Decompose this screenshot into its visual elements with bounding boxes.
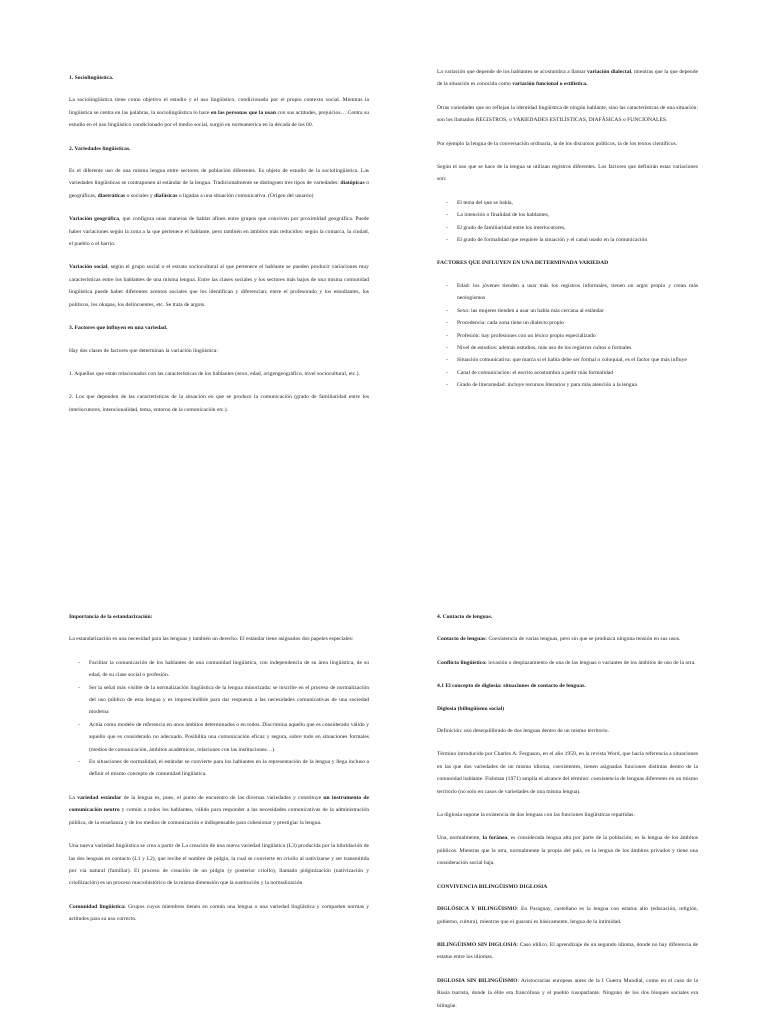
list-item: - El grado de familiaridad entre los interlocutores, <box>437 222 698 234</box>
paragraph: Conflicto lingüístico: invasión o desplazamiento de una de las lenguas o variantes de los ámbitos de uso de la otra. <box>437 659 696 666</box>
section-heading: CONVIVENCIA BILINGÜISMO DIGLOSIA <box>437 883 548 890</box>
section-heading: 4. Contacto de lenguas. <box>437 614 493 620</box>
paragraph: 2. Los que dependen de las características de la situación en que se produce la comunicación (grado de familiaridad entre los interlocutores, intencionalidad, tema, entorno de la comunicación etc.). <box>69 394 369 413</box>
paragraph: 1. Aquellos que están relacionados con las características de los hablantes (sexo, edad, origengeográfico, nivel sociocultural, etc.). <box>69 370 360 377</box>
section-heading: Importancia de la estandarización: <box>69 614 153 620</box>
list-item: - Edad: los jóvenes tienden a usar más los registros informales, tienen un argot propio y crean más neologismos <box>437 280 698 305</box>
page2-column <box>437 66 698 403</box>
page3-column <box>69 611 369 937</box>
standard-roles-list <box>69 657 369 781</box>
page4-column <box>437 611 698 1023</box>
list-item: - Nivel de estudios: además estudios, más uso de los registros cultos o formales <box>437 342 698 354</box>
paragraph: La variedad estándar de la lengua es, pues, el punto de encuentro de las diversas variedades y constituye un instrumento de comunicación neutro y común a todos los hablantes, válido para responder a las necesidades comunicativas de la administración pública, de la enseñanza y de los medios de comunicación e indispensable para cohesionar y prestigiar la lengua. <box>69 794 370 826</box>
list-item: - Profesión: hay profesiones con un léxico propio especializado <box>437 330 698 342</box>
section-heading: 4.1 El concepto de diglosia: situaciones de contacto de lenguas. <box>437 683 586 690</box>
paragraph: Una, normalmente, la foránea, es considerada lengua alta por parte de la población; es la lengua de los ámbitos públicos. Mientras que la otra, normalmente la propia del país, es la lengua de los ámbitos privados y tiene una consideración social baja. <box>437 835 698 867</box>
list-item: - Facilitar la comunicación de los hablantes de una comunidad lingüística, con independencia de su área lingüística, de su edad, de su clase social o profesión. <box>69 657 369 682</box>
paragraph: La diglosia supone la existencia de dos lenguas con las funciones lingüísticas repartidas. <box>437 812 635 819</box>
paragraph: Término introducido por Charles A. Ferguson, en el año 1959, en la revista Word, que hacía referencia a situaciones en las que dos variedades de un mismo idioma, coexistentes, tienen asignadas funciones distintas dentro de la comunidad hablante. Fishman (1971) amplía el alcance del término: coexistencia de lenguas diferentes en un mismo territorio (no solo en casos de variedades de una misma lengua). <box>437 751 698 795</box>
page1-column <box>69 72 369 427</box>
paragraph: Por ejemplo la lengua de la conversación ordinaria, la de los discursos políticos, la de los textos científicos. <box>437 140 678 147</box>
paragraph: Definición: uso desequilibrado de dos lenguas dentro de un mismo territorio. <box>437 728 609 735</box>
section-heading: FACTORES QUE INFLUYEN EN UNA DETERMINADA VARIEDAD <box>437 260 609 267</box>
section-heading: 1. Sociolingüística. <box>69 75 114 81</box>
paragraph: Una nueva variedad lingüística se crea a partir de La creación de una nueva variedad lingüística (L3) producida por la hibridación de las dos lenguas en contacto (L1 y L2), que recibe el nombre de pidgin, la cual se convierte en criollo al nativizarse y ser transmitida por vía natural (familiar). El proceso de creación de un pidgin (y posterior criollo), llamado pidginización (nativización y criollización) es un proceso macrohistórico de la misma dimensión que la sustitución y la normalización <box>69 843 369 887</box>
paragraph: Variación geográfica, que configura unas maneras de hablar afines entre grupos que conviven por proximidad geográfica. Puede haber variaciones según la zona a la que pertenece el hablante, pero también en ámbitos más reducidos: según la comarca, la ciudad, el pueblo o el barrio. <box>69 216 369 248</box>
list-item: - El tema del que se habla, <box>437 197 698 209</box>
paragraph: Contacto de lenguas: Coexistencia de varias lenguas, pero sin que se produzca ninguna tensión en sus usos. <box>437 636 681 643</box>
section-heading: 3. Factores que influyen en una variedad. <box>69 325 168 332</box>
list-item: - Grado de literariedad: incluye recursos literarios y para más atención a la lengua <box>437 379 698 391</box>
list-item: - El grado de formalidad que requiere la situación y el canal usado en la comunicación <box>437 234 698 246</box>
section-heading: Diglosia (bilingüismo social) <box>437 705 505 712</box>
list-item: - En situaciones de normalidad, el estándar se convierte para los hablantes en la representación de la lengua y llega incluso a definir el mismo concepto de comunidad lingüística. <box>69 756 369 781</box>
paragraph: Según el uso que se hace de la lengua se utilizan registros diferentes. Los factores que definirán estas variaciones son: <box>437 164 698 183</box>
paragraph: La sociolingüística tiene como objetivo el estudio y el uso lingüístico, condicionado por el propio contexto social. Mientras la lingüística se centra en las palabras, la sociolingüística lo hace en las personas que la usan con sus actitudes, prejuicios… Centra su estudio en el uso lingüístico condicionado por el medio social, surgió en norteamerica en la década de los 60. <box>69 97 369 129</box>
paragraph: La estandarización es una necesidad para las lenguas y también un derecho. El estándar tiene asignados dos papeles especiales: <box>69 636 354 643</box>
paragraph: Hay dos clases de factores que determinan la variación lingüística: <box>69 347 218 354</box>
section-heading: 2. Variedades lingüísticas. <box>69 145 131 152</box>
list-item: - Sexo: las mujeres tienden a usar un habla más cercana al estándar <box>437 305 698 317</box>
list-item: - Situación comunicativa: que marca si el habla debe ser formal o coloquial, es el factor que más influye <box>437 354 698 366</box>
list-item: - Canal de comunicación: el escrito acostumbra a pedir más formalidad <box>437 367 698 379</box>
paragraph: BILINGÜISMO SIN DIGLOSIA: Caso idílico. El aprendizaje de un segundo idioma, donde no hay diferencia de estatus entre los idiomas. <box>437 941 698 961</box>
paragraph: La variación que depende de los hablantes se acostumbra a llamar variación dialectal, mientras que la que depende de la situación es conocida como variación funcional o estilística. <box>437 69 698 88</box>
list-item: - Actúa como modelo de referencia en unos ámbitos determinados o en todos. Discrimina aquello que es considerado válido y aquello que es considerado no adecuado. Posibilita una comunicación eficaz y segura, sobre todo en situaciones formales (medios de comunicación, ámbitos académicos, relaciones con las instituciones…). <box>69 719 369 756</box>
list-item: - Ser la señal más visible de la normalización lingüística de la lengua minorizada; se inscribe en el proceso de normalización del uso público de esta lengua y es imprescindible para dar respuesta a las necesidades comunicativas de una sociedad moderna <box>69 682 369 719</box>
paragraph: Variación social, según el grupo social o el estrato sociocultural al que pertenece el hablante se pueden producir variaciones muy características entre los hablantes de una misma lengua. Entre las clases sociales y los sectores más bajos de una misma comunidad lingüística puede haber diferentes acentos sociales que los identifican y diferencian; entre el profesorado y los estudiantes, los políticos, los okupas, los delincuentes, etc. Se trata de argots. <box>69 264 369 308</box>
paragraph: Comunidad lingüística: Grupos cuyos miembros tienen en común una lengua o una variedad lingüística y comparten normas y actitudes para su uso correcto. <box>69 903 370 923</box>
paragraph: Es el diferente uso de una misma lengua entre sectores de población diferentes. Es objeto de estudio de la sociolingüística. Las variedades lingüísticas se contraponen al estándar de la lengua. Tradicionalmente se distinguen tres tipos de variedades: diatópicas o geográficas, diastráticas o sociales y diafásicas o ligadas a una situación comunicativa. (Origen del usuario) <box>69 168 369 199</box>
list-item: - Procedencia: cada zona tiene un dialecto propio <box>437 317 698 329</box>
list-item: - La intención o finalidad de los hablantes, <box>437 209 698 221</box>
factor-list <box>437 197 698 247</box>
paragraph: DIGLOSIA SIN BILINGÜISMO: Aristocracias europeas antes de la I Guerra Mundial, como en el caso de la Rusia tsarista, donde la élite era francófona y el pueblo rusoparlante. Ninguno de los dos bloques sociales era bilingüe. <box>437 977 698 1009</box>
paragraph: DIGLÓSICA Y BILINGÜISMO: En Paraguay, castellano es la lengua con estatus alto (educación, religión, gobierno, cultura), mientras que el guaraní es básicamente, lengua de la intimidad. <box>437 906 699 925</box>
paragraph: Otras variedades que no reflejan la identidad lingüística de ningún hablante, sino las características de una situación: son los llamados REGISTROS, o VARIEDADES ESTILÍSTICAS, DIAFÁSICAS o FUNCIONALES. <box>437 104 698 124</box>
variety-factor-list <box>437 280 698 392</box>
